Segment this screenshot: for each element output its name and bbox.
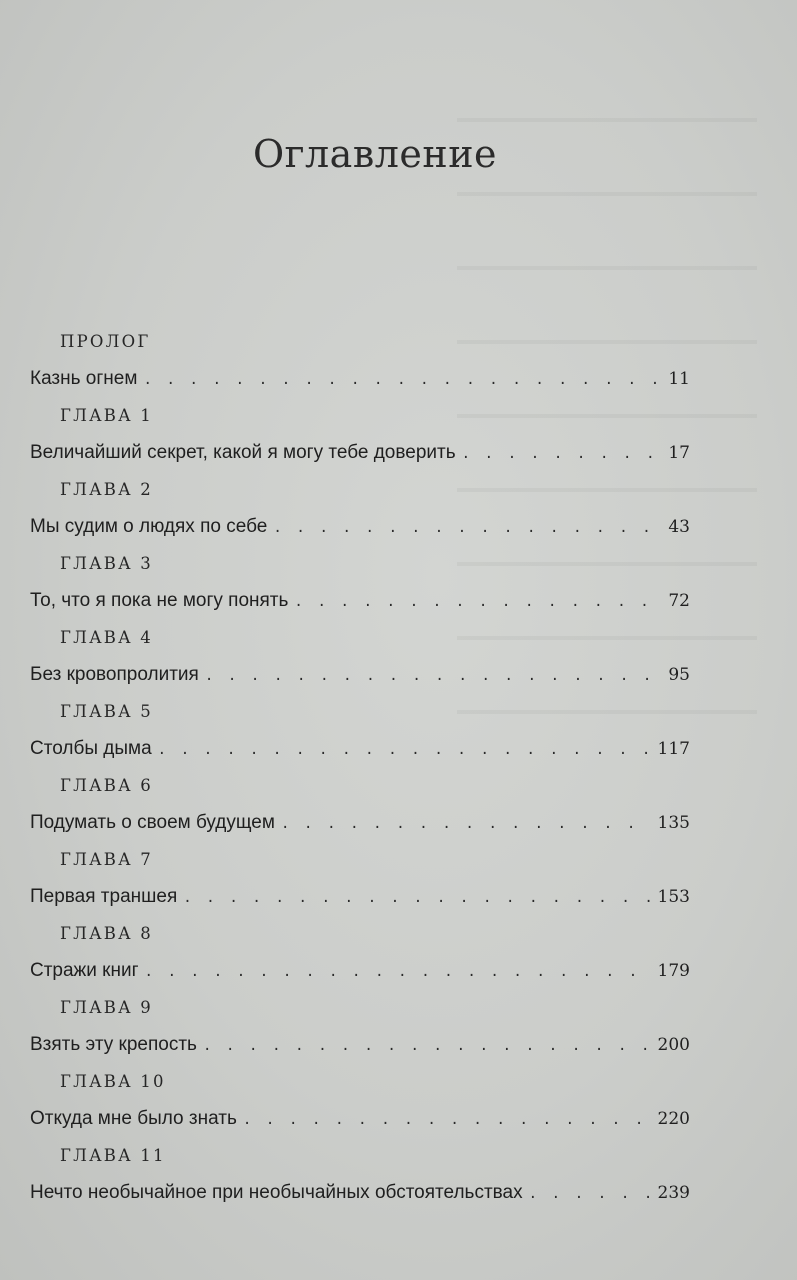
page-number: 179 bbox=[657, 961, 690, 981]
chapter-label: ГЛАВА 5 bbox=[60, 702, 153, 721]
dot-leader bbox=[281, 809, 652, 839]
dot-leader bbox=[205, 661, 663, 691]
toc-row bbox=[30, 660, 690, 698]
page-number: 220 bbox=[657, 1109, 690, 1129]
section-label: ПРОЛОГ bbox=[60, 332, 151, 351]
chapter-title: Первая траншея bbox=[30, 886, 178, 907]
page-title: Оглавление bbox=[252, 132, 498, 176]
dot-leader bbox=[203, 1031, 652, 1061]
chapter-label: ГЛАВА 8 bbox=[60, 924, 153, 943]
toc-row bbox=[30, 882, 690, 920]
chapter-title: То, что я пока не могу понять bbox=[30, 590, 289, 611]
toc-row bbox=[30, 1104, 690, 1142]
toc-entry-chapter-3 bbox=[30, 550, 690, 624]
page-number: 239 bbox=[657, 1183, 690, 1203]
toc-entry-chapter-2 bbox=[30, 476, 690, 550]
page-number: 135 bbox=[657, 813, 690, 833]
toc-row bbox=[30, 438, 690, 476]
chapter-title: Откуда мне было знать bbox=[30, 1108, 237, 1129]
chapter-title: Мы судим о людях по себе bbox=[30, 516, 268, 537]
toc-row bbox=[30, 956, 690, 994]
toc-entry-chapter-4 bbox=[30, 624, 690, 698]
chapter-label: ГЛАВА 11 bbox=[60, 1146, 166, 1165]
table-of-contents bbox=[30, 328, 690, 1216]
dot-leader bbox=[273, 513, 662, 543]
chapter-label: ГЛАВА 7 bbox=[60, 850, 153, 869]
dot-leader bbox=[243, 1105, 652, 1135]
toc-entry-chapter-8 bbox=[30, 920, 690, 994]
chapter-label: ГЛАВА 1 bbox=[60, 406, 153, 425]
chapter-label: ГЛАВА 4 bbox=[60, 628, 153, 647]
toc-row bbox=[30, 808, 690, 846]
toc-entry-prologue bbox=[30, 328, 690, 402]
chapter-title: Стражи книг bbox=[30, 960, 139, 981]
page-number: 200 bbox=[657, 1035, 690, 1055]
toc-entry-chapter-9 bbox=[30, 994, 690, 1068]
toc-row bbox=[30, 1178, 690, 1216]
toc-entry-chapter-11 bbox=[30, 1142, 690, 1216]
chapter-label: ГЛАВА 6 bbox=[60, 776, 153, 795]
dot-leader bbox=[529, 1179, 652, 1209]
toc-row bbox=[30, 586, 690, 624]
dot-leader bbox=[183, 883, 651, 913]
chapter-label: ГЛАВА 2 bbox=[60, 480, 153, 499]
toc-entry-chapter-1 bbox=[30, 402, 690, 476]
chapter-title: Величайший секрет, какой я могу тебе доверить bbox=[30, 442, 456, 463]
chapter-title: Столбы дыма bbox=[30, 738, 152, 759]
page-number: 17 bbox=[668, 443, 690, 463]
toc-row bbox=[30, 364, 690, 402]
chapter-title: Нечто необычайное при необычайных обстоятельствах bbox=[30, 1182, 523, 1203]
page-number: 95 bbox=[668, 665, 690, 685]
page-number: 153 bbox=[657, 887, 690, 907]
dot-leader bbox=[145, 957, 652, 987]
chapter-label: ГЛАВА 3 bbox=[60, 554, 153, 573]
dot-leader bbox=[143, 365, 662, 395]
toc-entry-chapter-10 bbox=[30, 1068, 690, 1142]
chapter-title: Взять эту крепость bbox=[30, 1034, 197, 1055]
chapter-label: ГЛАВА 10 bbox=[60, 1072, 166, 1091]
page-number: 11 bbox=[668, 369, 690, 389]
toc-row bbox=[30, 734, 690, 772]
toc-entry-chapter-5 bbox=[30, 698, 690, 772]
toc-row bbox=[30, 512, 690, 550]
page-number: 117 bbox=[657, 739, 690, 759]
toc-entry-chapter-6 bbox=[30, 772, 690, 846]
toc-entry-chapter-7 bbox=[30, 846, 690, 920]
chapter-label: ГЛАВА 9 bbox=[60, 998, 153, 1017]
toc-row bbox=[30, 1030, 690, 1068]
chapter-title: Без кровопролития bbox=[30, 664, 199, 685]
chapter-title: Казнь огнем bbox=[30, 368, 138, 389]
dot-leader bbox=[294, 587, 662, 617]
chapter-title: Подумать о своем будущем bbox=[30, 812, 275, 833]
page-number: 72 bbox=[668, 591, 690, 611]
dot-leader bbox=[462, 439, 663, 469]
page-number: 43 bbox=[668, 517, 690, 537]
dot-leader bbox=[158, 735, 652, 765]
